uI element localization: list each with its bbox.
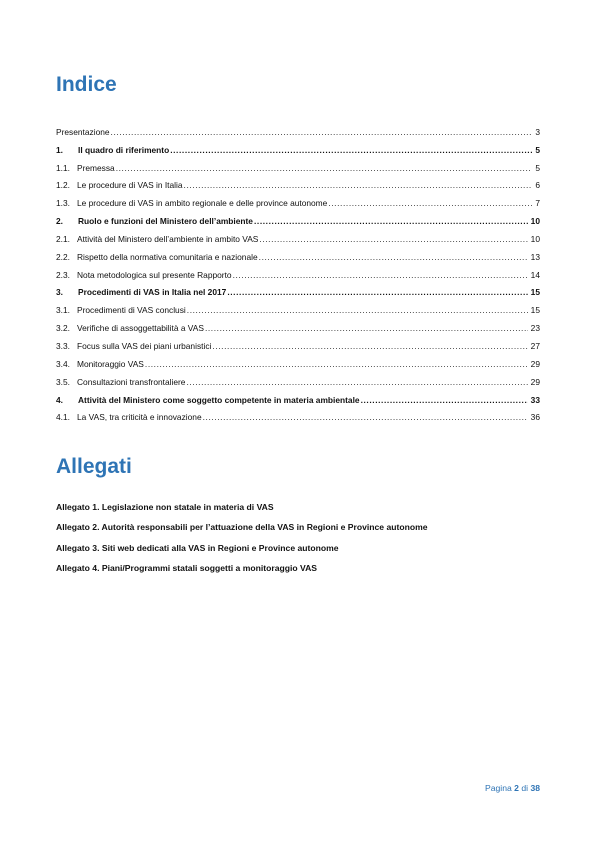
toc-entry-number: 2.3. bbox=[56, 269, 70, 280]
annex-item[interactable]: Allegato 2. Autorità responsabili per l’attuazione della VAS in Regioni e Province autonome bbox=[56, 522, 428, 533]
toc-dot-leader bbox=[259, 252, 528, 262]
toc-entry-number: 2.1. bbox=[56, 233, 70, 244]
toc-entry-label: Focus sulla VAS dei piani urbanistici bbox=[77, 340, 212, 351]
toc-entry-page: 33 bbox=[530, 394, 540, 405]
toc-entry[interactable] bbox=[56, 262, 540, 280]
annex-list bbox=[56, 502, 428, 583]
toc-entry-label: Attività del Ministero dell’ambiente in ambito VAS bbox=[77, 233, 259, 244]
toc-dot-leader bbox=[259, 234, 527, 244]
footer-total-pages: 38 bbox=[530, 783, 540, 793]
toc-entry[interactable] bbox=[56, 190, 540, 208]
toc-entry-page: 36 bbox=[530, 412, 540, 423]
toc-entry-page: 7 bbox=[535, 198, 540, 209]
toc-entry-number: 2.2. bbox=[56, 251, 70, 262]
toc-entry-label: Procedimenti di VAS conclusi bbox=[77, 305, 186, 316]
toc-entry-number: 1.1. bbox=[56, 162, 70, 173]
toc-dot-leader bbox=[203, 412, 528, 422]
toc-entry-page: 15 bbox=[530, 287, 540, 298]
toc-dot-leader bbox=[361, 395, 528, 405]
toc-entry[interactable] bbox=[56, 119, 540, 137]
toc-dot-leader bbox=[187, 305, 528, 315]
toc-entry-label: Ruolo e funzioni del Ministero dell’ambiente bbox=[78, 216, 253, 227]
toc-entry-page: 10 bbox=[530, 233, 540, 244]
toc-entry-number: 2. bbox=[56, 216, 63, 227]
toc-entry[interactable] bbox=[56, 297, 540, 315]
toc-entry-number: 3.4. bbox=[56, 358, 70, 369]
toc-entry-label: Rispetto della normativa comunitaria e nazionale bbox=[77, 251, 258, 262]
toc-entry-label: Nota metodologica sul presente Rapporto bbox=[77, 269, 232, 280]
toc-entry-label: Consultazioni transfrontaliere bbox=[77, 376, 186, 387]
toc-entry[interactable] bbox=[56, 369, 540, 387]
toc-entry-page: 15 bbox=[530, 305, 540, 316]
footer-separator: di bbox=[521, 783, 529, 793]
toc-entry-page: 5 bbox=[535, 144, 540, 155]
toc-entry-page: 6 bbox=[535, 180, 540, 191]
toc-entry[interactable] bbox=[56, 226, 540, 244]
toc-entry-label: Le procedure di VAS in Italia bbox=[77, 180, 183, 191]
toc-entry-label: Premessa bbox=[77, 162, 115, 173]
toc-dot-leader bbox=[145, 359, 528, 369]
toc-entry[interactable] bbox=[56, 173, 540, 191]
toc-entry-page: 5 bbox=[535, 162, 540, 173]
toc-dot-leader bbox=[227, 287, 527, 297]
toc-entry-page: 3 bbox=[535, 126, 540, 137]
toc-entry[interactable] bbox=[56, 315, 540, 333]
toc-entry[interactable] bbox=[56, 137, 540, 155]
toc-dot-leader bbox=[212, 341, 527, 351]
toc-entry[interactable] bbox=[56, 155, 540, 173]
toc-entry-number: 3. bbox=[56, 287, 63, 298]
toc-dot-leader bbox=[233, 270, 528, 280]
toc-dot-leader bbox=[170, 145, 532, 155]
toc-dot-leader bbox=[184, 180, 533, 190]
toc-dot-leader bbox=[205, 323, 528, 333]
index-title: Indice bbox=[56, 73, 117, 96]
toc-entry-page: 13 bbox=[530, 251, 540, 262]
toc-dot-leader bbox=[111, 127, 533, 137]
toc-entry-number: 3.1. bbox=[56, 305, 70, 316]
toc-dot-leader bbox=[254, 216, 528, 226]
toc-entry-label: Il quadro di riferimento bbox=[78, 144, 170, 155]
toc-entry[interactable] bbox=[56, 351, 540, 369]
toc-entry[interactable] bbox=[56, 333, 540, 351]
toc-entry[interactable] bbox=[56, 387, 540, 405]
annex-item[interactable]: Allegato 4. Piani/Programmi statali soggetti a monitoraggio VAS bbox=[56, 562, 318, 573]
annex-item[interactable]: Allegato 3. Siti web dedicati alla VAS in Regioni e Province autonome bbox=[56, 542, 339, 553]
annexes-title: Allegati bbox=[56, 455, 132, 478]
annex-item[interactable]: Allegato 1. Legislazione non statale in materia di VAS bbox=[56, 502, 274, 512]
toc-entry-number: 4. bbox=[56, 394, 63, 405]
toc-entry-page: 29 bbox=[530, 376, 540, 387]
toc-entry-label: La VAS, tra criticità e innovazione bbox=[77, 412, 202, 423]
toc-entry[interactable] bbox=[56, 280, 540, 298]
footer-prefix: Pagina bbox=[485, 783, 512, 793]
toc-entry-number: 1.2. bbox=[56, 180, 70, 191]
toc-entry-number: 3.5. bbox=[56, 376, 70, 387]
toc-entry[interactable] bbox=[56, 208, 540, 226]
toc-entry-label: Procedimenti di VAS in Italia nel 2017 bbox=[78, 287, 227, 298]
toc-entry-number: 4.1. bbox=[56, 412, 70, 423]
toc-entry-page: 29 bbox=[530, 358, 540, 369]
footer-current-page: 2 bbox=[514, 783, 519, 793]
toc-entry-label: Le procedure di VAS in ambito regionale e delle province autonome bbox=[77, 198, 328, 209]
table-of-contents bbox=[56, 119, 540, 422]
toc-entry-page: 10 bbox=[530, 216, 540, 227]
toc-dot-leader bbox=[186, 377, 527, 387]
toc-dot-leader bbox=[116, 163, 533, 173]
toc-entry-label: Monitoraggio VAS bbox=[77, 358, 144, 369]
toc-entry-label: Attività del Ministero come soggetto competente in materia ambientale bbox=[78, 394, 360, 405]
toc-entry-label: Presentazione bbox=[56, 126, 110, 137]
toc-dot-leader bbox=[328, 198, 532, 208]
toc-entry[interactable] bbox=[56, 405, 540, 423]
toc-entry-page: 23 bbox=[530, 323, 540, 334]
toc-entry-number: 3.2. bbox=[56, 323, 70, 334]
toc-entry-label: Verifiche di assoggettabilità a VAS bbox=[77, 323, 204, 334]
page-footer bbox=[485, 783, 540, 793]
toc-entry-number: 3.3. bbox=[56, 340, 70, 351]
toc-entry-page: 27 bbox=[530, 340, 540, 351]
toc-entry-page: 14 bbox=[530, 269, 540, 280]
toc-entry-number: 1. bbox=[56, 144, 63, 155]
toc-entry-number: 1.3. bbox=[56, 198, 70, 209]
toc-entry[interactable] bbox=[56, 244, 540, 262]
